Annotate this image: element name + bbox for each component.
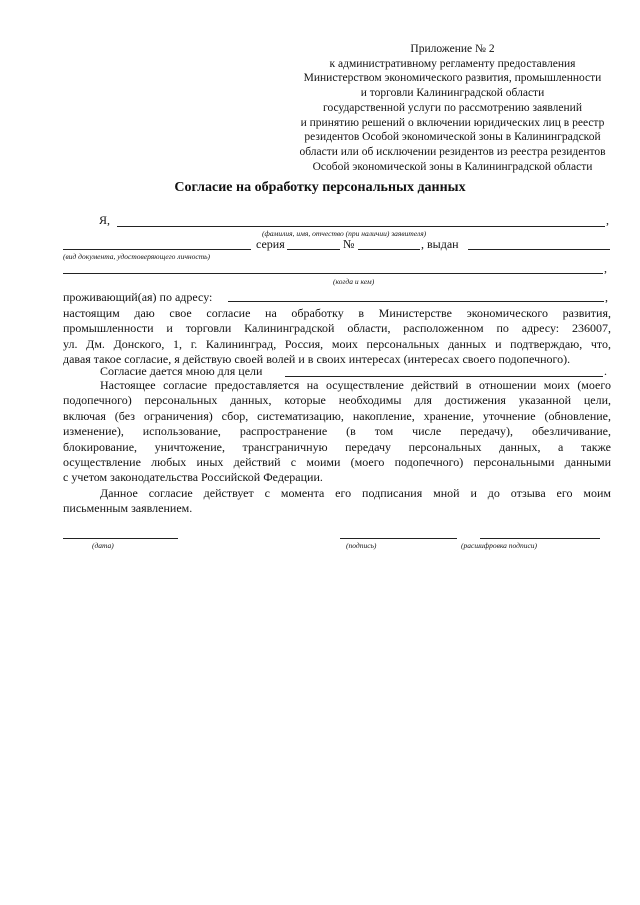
appendix-line: Министерством экономического развития, промышленности <box>303 72 602 85</box>
issued-when-field[interactable] <box>63 273 603 274</box>
paragraph-line: промышленности и торговли Калининградской области, расположенном по адресу: 236007, <box>63 321 611 336</box>
appendix-line: к административному регламенту предоставления <box>329 57 576 70</box>
paragraph-line: настоящим даю свое согласие на обработку в Министерстве экономического развития, <box>63 306 611 320</box>
appendix-line: Приложение № 2 <box>410 43 495 55</box>
document-caption: (вид документа, удостоверяющего личность) <box>63 252 211 261</box>
fio-comma: , <box>606 213 609 227</box>
appendix-header <box>280 42 625 174</box>
appendix-line: резидентов Особой экономической зоны в Калининградской <box>304 131 601 144</box>
issued-by-field[interactable] <box>468 249 610 250</box>
ya-label: Я, <box>99 213 111 227</box>
issued-label: , выдан <box>421 237 459 251</box>
consent-paragraph <box>63 306 611 368</box>
purpose-label: Согласие дается мною для цели <box>100 364 263 378</box>
signature-field[interactable] <box>340 538 457 539</box>
signature-decode-caption: (расшифровка подписи) <box>461 541 538 550</box>
when-comma: , <box>604 261 607 275</box>
signature-decode-field[interactable] <box>480 538 600 539</box>
appendix-line: и торговли Калининградской области <box>360 87 545 100</box>
paragraph-line: изменение), использование, распространение (в том числе передачу), обезличивание, <box>63 424 611 439</box>
address-label: проживающий(ая) по адресу: <box>63 290 213 304</box>
validity-paragraph <box>63 486 611 517</box>
address-field[interactable] <box>228 301 604 302</box>
paragraph-line: ул. Дм. Донского, 1, г. Калининград, Россия, моих персональных данных и подтверждаю, что, <box>63 336 611 351</box>
signature-caption: (подпись) <box>346 541 377 550</box>
appendix-line: Особой экономической зоны в Калининградской области <box>312 160 593 173</box>
paragraph-line: с учетом законодательства Российской Федерации. <box>63 470 323 485</box>
document-title: Согласие на обработку персональных данных <box>174 180 466 195</box>
appendix-line: области или об исключении резидентов из реестра резидентов <box>299 145 606 158</box>
paragraph-line: Настоящее согласие предоставляется на осуществление действий в отношении моих (моего <box>100 378 611 392</box>
fio-field[interactable] <box>117 226 605 227</box>
paragraph-line: включая (без ограничения) сбор, систематизацию, накопление, хранение, уточнение (обновление, <box>63 408 611 423</box>
paragraph-line: давая такое согласие, я действую своей волей и в своих интересах (интересах своего подопечного). <box>63 352 571 367</box>
paragraph-line: осуществление любых иных действий с моими (моего подопечного) персональными данными <box>63 455 611 470</box>
number-label: № <box>343 237 355 251</box>
number-field[interactable] <box>358 249 420 250</box>
appendix-line: и принятию решений о включении юридических лиц в реестр <box>300 116 605 129</box>
purpose-field[interactable] <box>285 376 603 377</box>
series-label: серия <box>256 237 285 251</box>
when-caption: (когда и кем) <box>333 277 375 286</box>
date-field[interactable] <box>63 538 178 539</box>
appendix-line: государственной услуги по рассмотрению заявлений <box>323 101 582 114</box>
paragraph-line: блокирование, уничтожение, трансграничную передачу персональных данных, а также <box>63 439 611 454</box>
document-type-field[interactable] <box>63 249 251 250</box>
paragraph-line: Данное согласие действует с момента его подписания мной и до отзыва его моим <box>100 486 611 500</box>
paragraph-line: подопечного) персональных данных, которые необходимы для достижения указанной цели, <box>63 393 611 408</box>
paragraph-line: письменным заявлением. <box>63 501 193 516</box>
fio-caption: (фамилия, имя, отчество (при наличии) заявителя) <box>262 229 427 238</box>
actions-paragraph <box>63 378 611 486</box>
date-caption: (дата) <box>92 541 114 550</box>
purpose-period: . <box>604 364 607 378</box>
address-comma: , <box>605 290 608 304</box>
series-field[interactable] <box>287 249 340 250</box>
